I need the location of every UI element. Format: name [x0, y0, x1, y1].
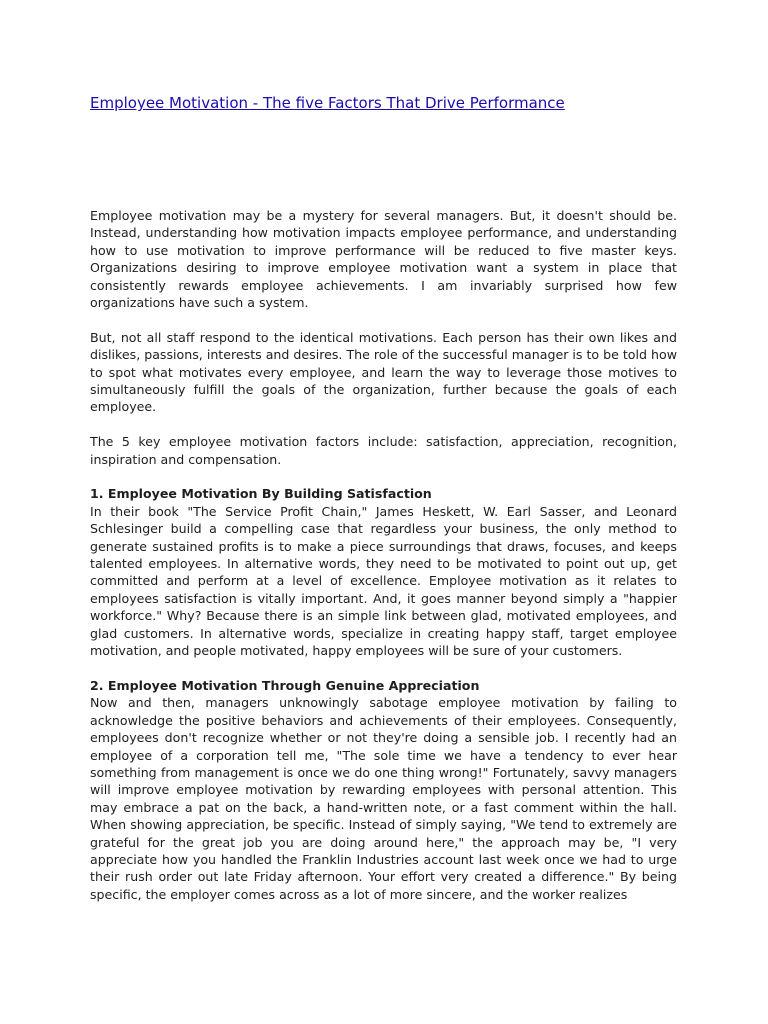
document-title-link[interactable]: Employee Motivation - The five Factors That Drive Performance: [90, 94, 565, 112]
section-heading: 1. Employee Motivation By Building Satisfaction: [90, 486, 432, 502]
section-body: In their book "The Service Profit Chain," James Heskett, W. Earl Sasser, and Leonard Schlesinger build a compelling case that regardless your business, the only method to generate sustained profits is to make a piece surroundings that draws, focuses, and keeps talented employees. In alternative words, they need to be motivated to point out up, get committed and perform at a level of excellence. Employee motivation as it relates to employees satisfaction is vitally important. And, it goes manner beyond simply a "happier workforce." Why? Because there is an simple link between glad, motivated employees, and glad customers. In alternative words, specialize in creating happy staff, target employee motivation, and people motivated, happy employees will be sure of your customers.: [90, 503, 677, 659]
section-body: Now and then, managers unknowingly sabotage employee motivation by failing to acknowledge the positive behaviors and achievements of their employees. Consequently, employees don't recognize whether or not they're doing a sensible job. I recently had an employee of a corporation tell me, "The sole time we have a tendency to ever hear something from management is once we do one thing wrong!" Fortunately, savvy managers will improve employee motivation by rewarding employees with personal attention. This may embrace a pat on the back, a hand-written note, or a fast comment within the hall. When showing appreciation, be specific. Instead of simply saying, "We tend to extremely are grateful for the great job you are doing around here," the approach may be, "I very appreciate how you handled the Franklin Industries account last week once we had to urge their rush order out late Friday afternoon. Your effort very created a difference." By being specific, the employer comes across as a lot of more sincere, and the worker realizes: [90, 695, 677, 902]
staff-motivations-paragraph: But, not all staff respond to the identical motivations. Each person has their own likes and dislikes, passions, interests and desires. The role of the successful manager is to be told how to spot what motivates every employee, and learn the way to leverage those motives to simultaneously fulfill the goals of the organization, further because the goals of each employee.: [90, 329, 677, 415]
document-body: [90, 207, 677, 921]
section-heading: 2. Employee Motivation Through Genuine Appreciation: [90, 677, 480, 693]
key-factors-paragraph: The 5 key employee motivation factors include: satisfaction, appreciation, recognition, inspiration and compensation.: [90, 434, 677, 467]
section-appreciation: [90, 677, 677, 903]
section-satisfaction: [90, 485, 677, 659]
intro-paragraph: Employee motivation may be a mystery for several managers. But, it doesn't should be. Instead, understanding how motivation impacts employee performance, and understanding how to use motivation to improve performance will be reduced to five master keys. Organizations desiring to improve employee motivation want a system in place that consistently rewards employee achievements. I am invariably surprised how few organizations have such a system.: [90, 208, 677, 311]
